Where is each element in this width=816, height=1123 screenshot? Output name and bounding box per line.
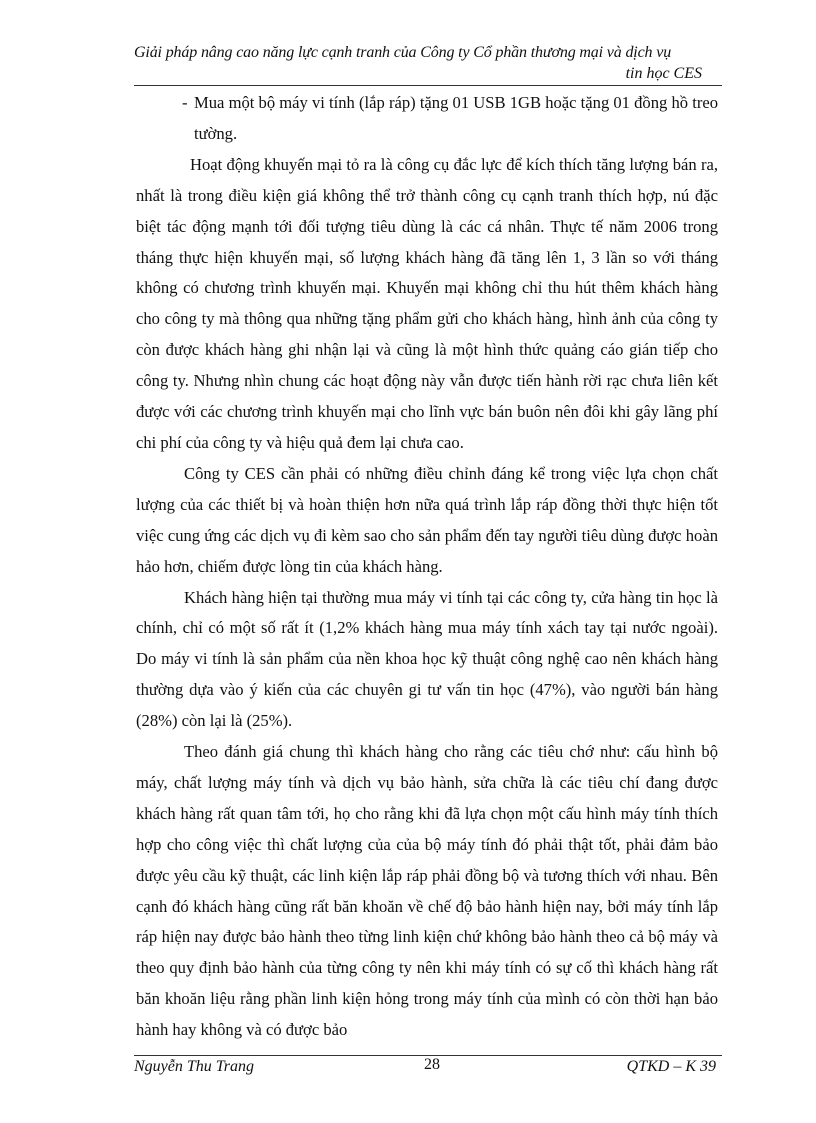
bullet-text: Mua một bộ máy vi tính (lắp ráp) tặng 01 USB 1GB hoặc tặng 01 đồng hồ treo tường. [194, 93, 719, 143]
body-text [136, 88, 718, 1046]
paragraph-2: Công ty CES cần phải có những điều chỉnh đáng kể trong việc lựa chọn chất lượng của các thiết bị và hoàn thiện hơn nữa quá trình lắp ráp đồng thời thực hiện tốt việc cung ứng các dịch vụ đi kèm sao cho sản phẩm đến tay người tiêu dùng được hoàn hảo hơn, chiếm được lòng tin của khách hàng. [136, 463, 718, 576]
page-number: 28 [424, 1056, 440, 1073]
running-header [134, 42, 702, 84]
header-divider [134, 85, 722, 86]
header-title-line2: tin học CES [625, 65, 702, 82]
paragraph-3: Khách hàng hiện tại thường mua máy vi tính tại các công ty, cửa hàng tin học là chính, chỉ có một số rất ít (1,2% khách hàng mua máy tính xách tay tại nước ngoài). Do máy vi tính là sản phẩm của nền khoa học kỹ thuật công nghệ cao nên khách hàng thường dựa vào ý kiến của các chuyên gi tư vấn tin học (47%), vào người bán hàng (28%) còn lại là (25%). [136, 587, 718, 731]
paragraph-4: Theo đánh giá chung thì khách hàng cho rằng các tiêu chớ như: cấu hình bộ máy, chất lượng máy tính và dịch vụ bảo hành, sửa chữa là các tiêu chí đang được khách hàng rất quan tâm tới, họ cho rằng khi đã lựa chọn một cấu hình máy tính thích hợp cho công việc thì chất lượng của của bộ máy tính đó phải thật tốt, phải đảm bảo được yêu cầu kỹ thuật, các linh kiện lắp ráp phải đồng bộ và tương thích với nhau. Bên cạnh đó khách hàng cũng rất băn khoăn về chế độ bảo hành hiện nay, bởi máy tính lắp ráp hiện nay được bảo hành theo từng linh kiện chứ không bảo hành theo cả bộ máy và theo quy định bảo hành của từng công ty nên khi máy tính có sự cố thì khách hàng rất băn khoăn liệu rằng phần linh kiện hỏng trong máy tính của mình có còn thời hạn bảo hành hay không và có được bảo [136, 742, 718, 1040]
paragraph-1: Hoạt động khuyến mại tỏ ra là công cụ đắc lực để kích thích tăng lượng bán ra, nhất là trong điều kiện giá không thể trở thành công cụ cạnh tranh thích hợp, nú đặc biệt tác động mạnh tới đối tượng tiêu dùng là các cá nhân. Thực tế năm 2006 trong tháng thực hiện khuyến mại, số lượng khách hàng đã tăng lên 1, 3 lần so với tháng không có chương trình khuyến mại. Khuyến mại không chỉ thu hút thêm khách hàng cho công ty mà thông qua những tặng phẩm gửi cho khách hàng, hình ảnh của công ty còn được khách hàng ghi nhận lại và cũng là một hình thức quảng cáo gián tiếp cho công ty. Nhưng nhìn chung các hoạt động này vẫn được tiến hành rời rạc chưa liên kết được với các chương trình khuyến mại cho lĩnh vực bán buôn nên đôi khi gây lãng phí chi phí của công ty và hiệu quả đem lại chưa cao. [136, 154, 718, 452]
bullet-marker: - [182, 93, 188, 112]
header-title-line1: Giải pháp nâng cao năng lực cạnh tranh của Công ty Cổ phần thương mại và dịch vụ [134, 44, 672, 61]
bullet-item [136, 88, 718, 150]
footer-author: Nguyễn Thu Trang [134, 1058, 255, 1075]
footer-class-code: QTKD – K 39 [626, 1058, 716, 1075]
